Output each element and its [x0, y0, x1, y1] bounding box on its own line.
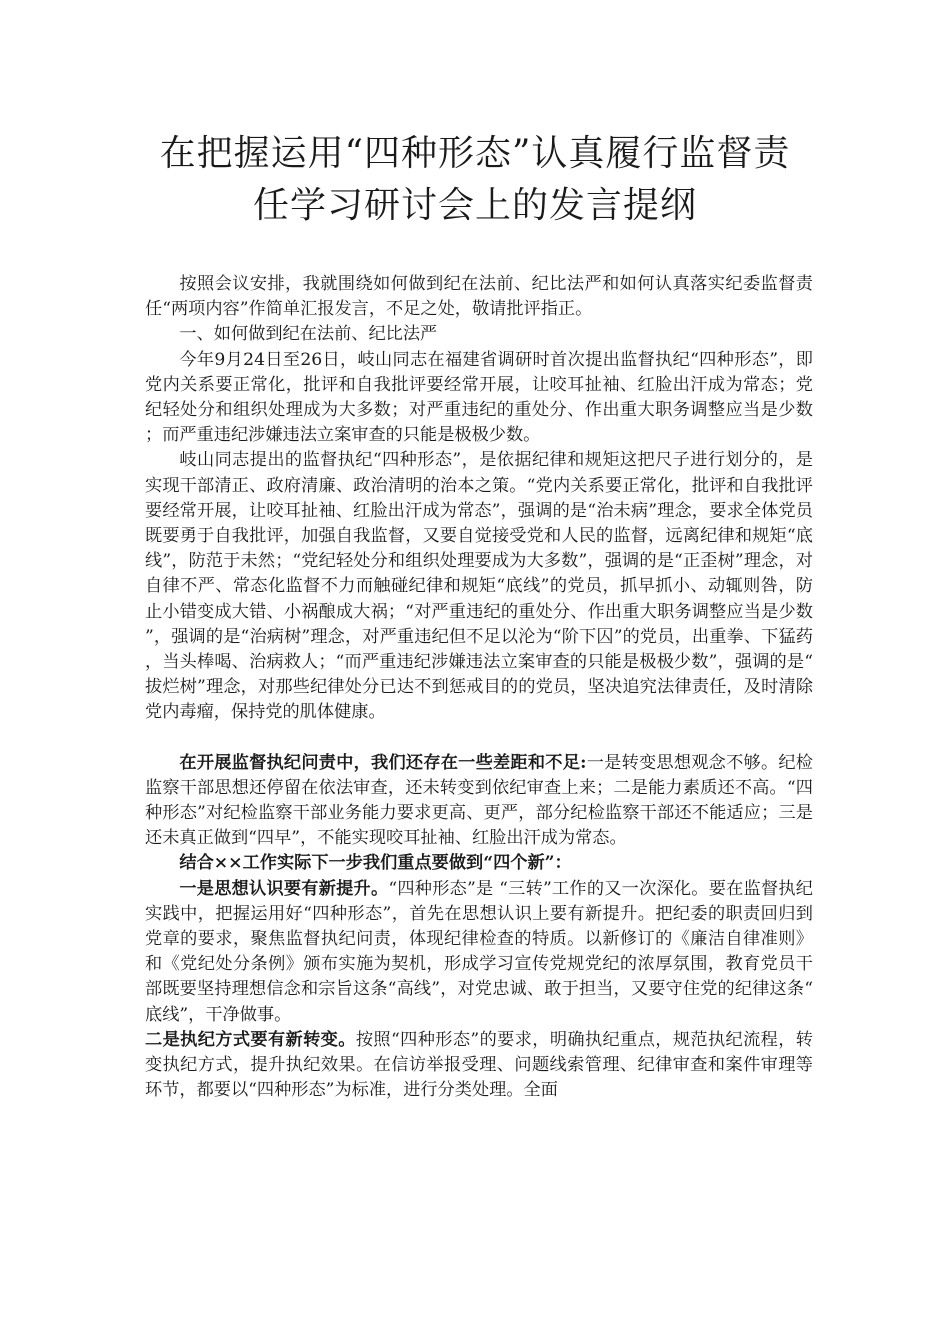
document-body — [145, 272, 813, 1104]
document-title — [140, 128, 810, 232]
point-one-paragraph — [145, 877, 813, 1028]
point-one-text: “四种形态”是 “三转”工作的又一次深化。要在监督执纪实践中，把握运用好“四种形态”，首先在思想认识上要有新提升。把纪委的职责回归到党章的要求，聚焦监督执纪问责，体现纪律检查的特质。以新修订的《廉洁自律准则》和《党纪处分条例》颁布实施为契机，形成学习宣传党规党纪的浓厚氛围，教育党员干部既要坚持理想信念和宗旨这条“高线”，对党忠诚、敢于担当，又要守住党的纪律这条“底线”，干净做事。 — [145, 878, 813, 1025]
point-one-lead: 一是思想认识要有新提升。 — [179, 878, 389, 899]
title-line-2: 任学习研讨会上的发言提纲 — [252, 185, 697, 226]
paragraph-spacer — [145, 726, 813, 751]
shortcomings-paragraph — [145, 751, 813, 852]
four-new-heading — [145, 851, 813, 876]
shortcomings-text: 一是转变思想观念不够。纪检监察干部思想还停留在依法审查，还未转变到依纪审查上来；二是能力素质还不高。“四种形态”对纪检监察干部业务能力要求更高、更严，部分纪检监察干部还不能适应；三是还未真正做到“四早”，不能实现咬耳扯袖、红脸出汗成为常态。 — [145, 752, 813, 849]
intro-paragraph: 按照会议安排，我就围绕如何做到纪在法前、纪比法严和如何认真落实纪委监督责任“两项内容”作简单汇报发言，不足之处，敬请批评指正。 — [145, 274, 813, 320]
four-new-heading-text: 结合××工作实际下一步我们重点要做到“四个新”： — [179, 853, 572, 874]
point-two-paragraph — [145, 1028, 813, 1104]
point-two-text: 按照“四种形态”的要求，明确执纪重点，规范执纪流程，转变执纪方式，提升执纪效果。在信访举报受理、问题线索管理、纪律审查和案件审理等环节，都要以“四种形态”为标准，进行分类处理。全面 — [145, 1029, 813, 1101]
title-line-1: 在把握运用“四种形态”认真履行监督责 — [159, 133, 791, 174]
section-heading: 一、如何做到纪在法前、纪比法严 — [179, 324, 438, 345]
four-forms-explanation-paragraph: 岐山同志提出的监督执纪“四种形态”，是依据纪律和规矩这把尺子进行划分的，是实现干部清正、政府清廉、政治清明的治本之策。“党内关系要正常化，批评和自我批评要经常开展，让咬耳扯袖、红脸出汗成为常态”，强调的是“治未病”理念，要求全体党员既要勇于自我批评，加强自我监督，又要自觉接受党和人民的监督，远离纪律和规矩“底线”，防范于未然；“党纪轻处分和组织处理要成为大多数”，强调的是“正歪树”理念，对自律不严、常态化监督不力而触碰纪律和规矩“底线”的党员，抓早抓小、动辄则咎，防止小错变成大错、小祸酿成大祸；“对严重违纪的重处分、作出重大职务调整应当是少数”，强调的是“治病树”理念，对严重违纪但不足以沦为“阶下囚”的党员，出重拳、下猛药，当头棒喝、治病救人；“而严重违纪涉嫌违法立案审查的只能是极极少数”，强调的是“拔烂树”理念，对那些纪律处分已达不到惩戒目的的党员，坚决追究法律责任，及时清除党内毒瘤，保持党的肌体健康。 — [145, 450, 813, 723]
point-two-lead: 二是执纪方式要有新转变。 — [145, 1029, 356, 1050]
four-forms-paragraph: 今年9月24日至26日，岐山同志在福建省调研时首次提出监督执纪“四种形态”，即党内关系要正常化，批评和自我批评要经常开展，让咬耳扯袖、红脸出汗成为常态；党纪轻处分和组织处理成为大多数；对严重违纪的重处分、作出重大职务调整应当是少数；而严重违纪涉嫌违法立案审查的只能是极极少数。 — [145, 349, 813, 446]
shortcomings-lead: 在开展监督执纪问责中，我们还存在一些差距和不足: — [179, 752, 587, 773]
